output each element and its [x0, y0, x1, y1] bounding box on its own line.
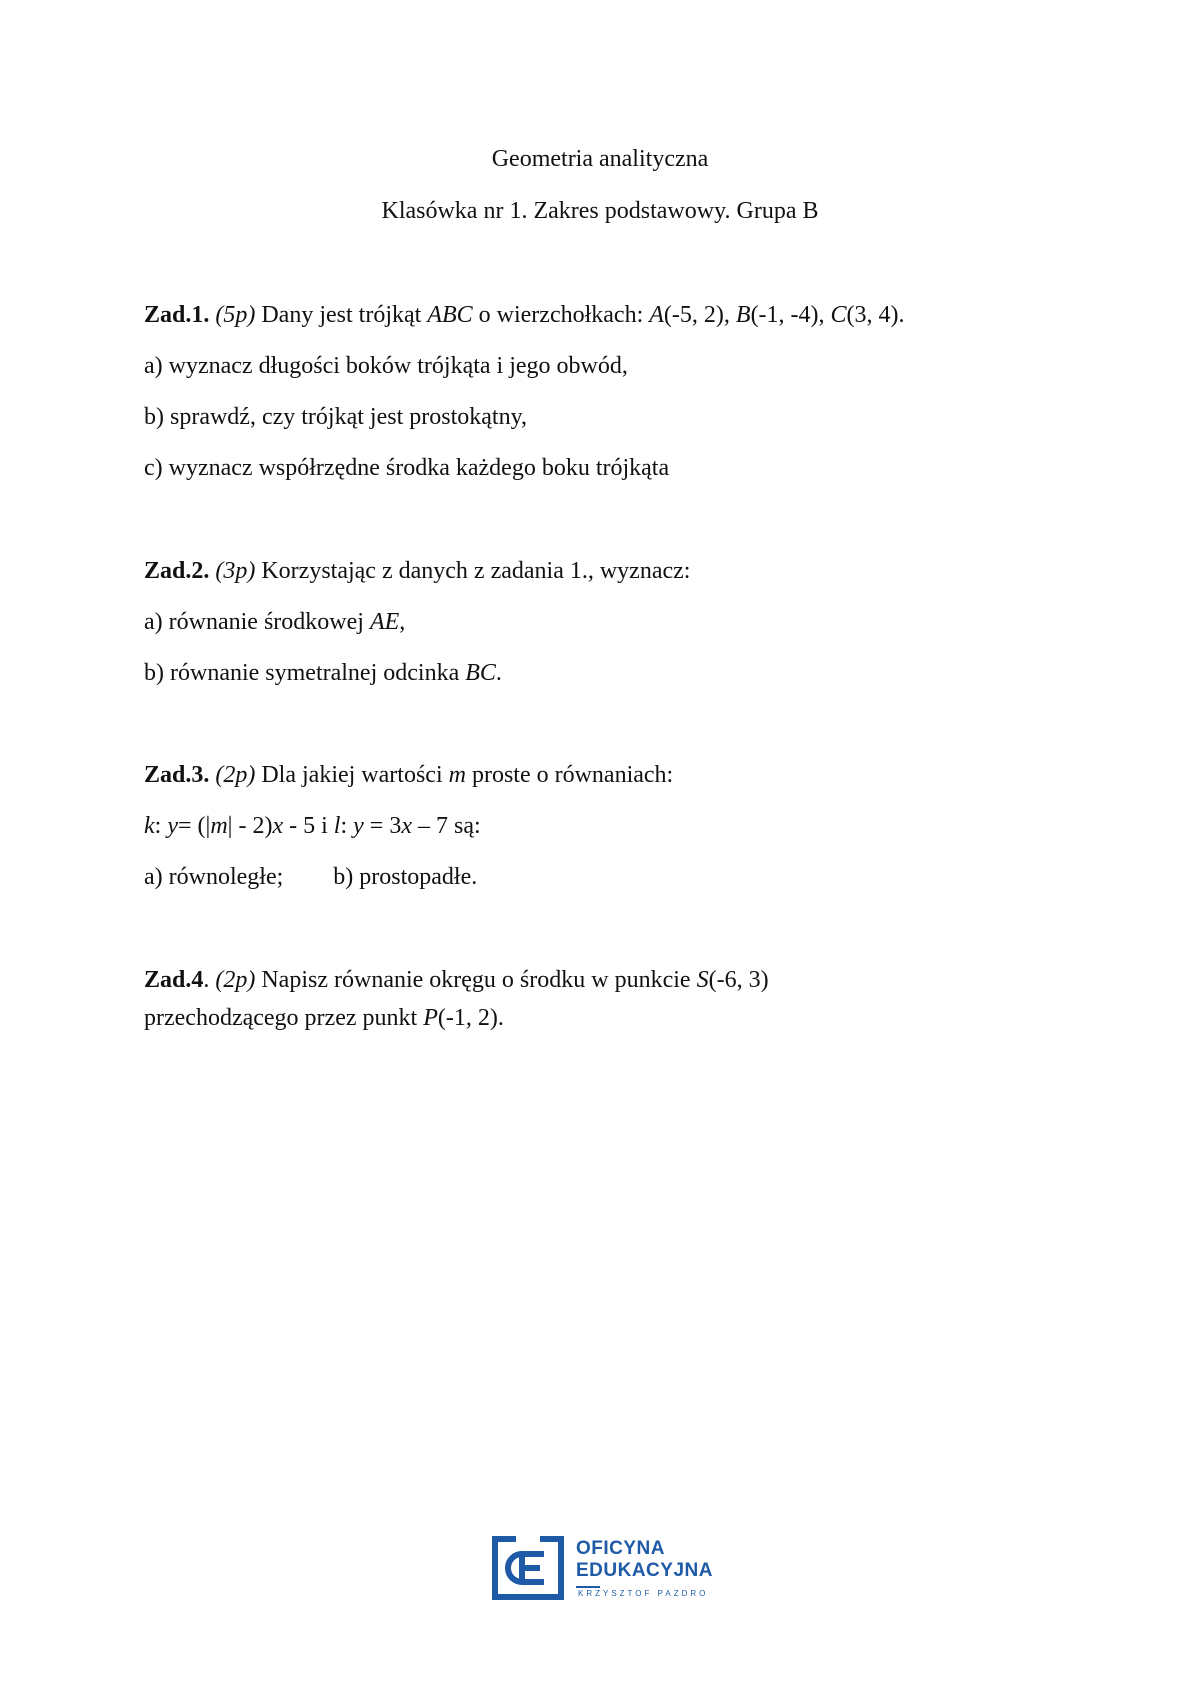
task2-label: Zad.2. — [144, 558, 210, 584]
point-p: P — [423, 1005, 438, 1031]
task1-text: Dany jest trójkąt — [255, 302, 428, 328]
task2-item-a-text: a) równanie środkowej — [144, 609, 370, 635]
task3-text1: Dla jakiej wartości — [255, 762, 449, 788]
task4-label: Zad.4 — [144, 967, 204, 993]
point-s: S — [696, 967, 709, 993]
eq-part: - 5 i — [283, 813, 334, 839]
eq-var-m: m — [210, 813, 228, 839]
eq-var-y: y — [167, 813, 178, 839]
logo-line1: OFICYNA — [576, 1538, 665, 1559]
task3-item-a: a) równoległe; — [144, 864, 284, 890]
task4-points: (2p) — [215, 967, 256, 993]
eq-var-x: x — [272, 813, 284, 839]
segment-bc: BC — [465, 660, 496, 686]
task3-intro — [144, 762, 673, 789]
vertex-c-coord: (3, 4). — [846, 302, 905, 328]
task3-label: Zad.3. — [144, 762, 210, 788]
task3-item-b: b) prostopadłe. — [333, 864, 478, 890]
line-k: k — [144, 813, 155, 839]
eq-part: = (| — [177, 813, 211, 839]
param-m: m — [448, 762, 466, 788]
eq-part: : — [154, 813, 168, 839]
median-ae: AE — [369, 609, 400, 635]
task1-label: Zad.1. — [144, 302, 210, 328]
task4-line2 — [144, 1005, 504, 1032]
publisher-logo-icon — [492, 1536, 564, 1600]
point-s-coord: (-6, 3) — [708, 967, 769, 993]
task2-intro — [144, 558, 690, 585]
publisher-logo — [492, 1536, 732, 1606]
logo-line3: KRZYSZTOF PAZDRO — [578, 1589, 709, 1598]
eq-var-y: y — [353, 813, 364, 839]
vertex-c: C — [830, 302, 847, 328]
task1-item-a: a) wyznacz długości boków trójkąta i jego obwód, — [144, 353, 628, 379]
task1-intro — [144, 302, 905, 329]
vertex-a: A — [649, 302, 664, 328]
line-l: l — [333, 813, 341, 839]
vertex-b: B — [735, 302, 751, 328]
task1-text2: o wierzchołkach: — [472, 302, 650, 328]
task2-item-b-end: . — [495, 660, 502, 686]
eq-var-x: x — [401, 813, 412, 839]
eq-part: = 3 — [363, 813, 402, 839]
eq-part: : — [340, 813, 354, 839]
vertex-b-coord: (-1, -4), — [750, 302, 831, 328]
vertex-a-coord: (-5, 2), — [663, 302, 736, 328]
page-title: Geometria analityczna — [491, 146, 709, 172]
task3-equations — [144, 813, 481, 840]
task1-points: (5p) — [215, 302, 256, 328]
task4-text2: przechodzącego przez punkt — [144, 1005, 424, 1031]
task3-text2: proste o równaniach: — [465, 762, 674, 788]
task2-points: (3p) — [215, 558, 256, 584]
task4-dot: . — [203, 967, 210, 993]
task3-items — [144, 864, 477, 891]
task2-item-b-text: b) równanie symetralnej odcinka — [144, 660, 466, 686]
logo-line2: EDUKACYJNA — [576, 1560, 713, 1581]
task3-points: (2p) — [215, 762, 256, 788]
triangle-name: ABC — [427, 302, 473, 328]
task4-intro — [144, 967, 769, 994]
task2-item-a-end: , — [399, 609, 406, 635]
task2-item-a — [144, 609, 405, 636]
eq-part: – 7 są: — [412, 813, 481, 839]
task1-item-b: b) sprawdź, czy trójkąt jest prostokątny, — [144, 404, 528, 430]
task2-item-b — [144, 660, 502, 687]
point-p-coord: (-1, 2). — [437, 1005, 504, 1031]
eq-part: | - 2) — [227, 813, 273, 839]
task1-item-c: c) wyznacz współrzędne środka każdego boku trójkąta — [144, 455, 670, 481]
task4-text1: Napisz równanie okręgu o środku w punkcie — [255, 967, 697, 993]
page-subtitle: Klasówka nr 1. Zakres podstawowy. Grupa B — [381, 198, 819, 224]
task2-text: Korzystając z danych z zadania 1., wyznacz: — [255, 558, 691, 584]
